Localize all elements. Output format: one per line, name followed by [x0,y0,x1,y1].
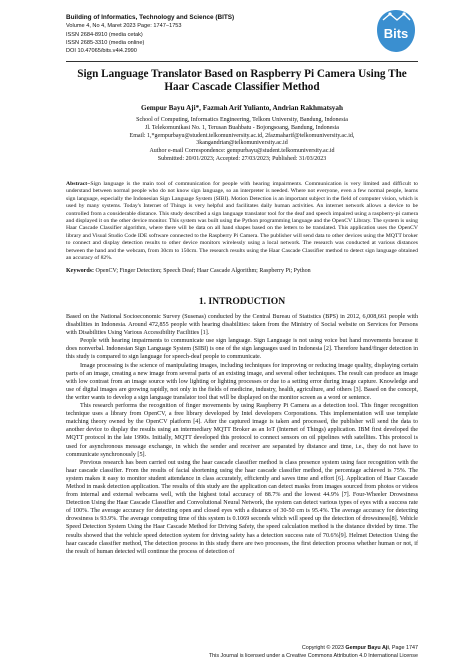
affiliation-school: School of Computing, Informatics Engineering, Telkom University, Bandung, Indonesia [136,117,348,123]
journal-header [66,14,366,55]
page-number: , Page 1747 [388,645,418,651]
abstract [66,181,418,262]
correspondence-email[interactable]: Author e-mail Correspondence: gempurbayu@student.telkomuniversity.ac.id [149,148,335,155]
email-line-1[interactable]: Email: 1,*gempurbayu@student.telkomuniversity.ac.id, 2fazmaharif@telkomuniversity.ac.id, [129,132,355,139]
paper-title: Sign Language Translator Based on Raspberry Pi Camera Using The Haar Cascade Classifier Method [77,68,407,93]
paragraph-2: People with hearing impairments to communicate use sign language. Sign Language is not using voice but hand movements because it does nonverbal. Indonesian Sign Language System (SIBI) is one of the sign languages used in Indonesia [2]. Therefore hand/finger detection in this study is compared to sign language for speech-deaf people to communicate. [66,338,418,361]
keywords-label: Keywords: [66,268,94,274]
affiliation-address: Jl. Telekomunikasi No. 1, Terusan Buahbatu - Bojongsoang, Bandung, Indonesia [145,124,339,131]
body-text [66,313,418,556]
paragraph-4: This research performs the recognition of finger movements by using Raspberry Pi Camera as a detection tool. This finger recognition technique uses a library from OpenCV, a free library developed by Intel developers Corporations. This implementation will use template matching theory owned by the OpenCV platform [4]. After the captured image is taken and processed, the publisher will send the data to another device to display the results using an intermediary MQTT Broker as an IoT (Internet of Things) application. IBM first developed the MQTT protocol in the late 1990s. Initially, MQTT developed this protocol to connect sensors on oil pipelines with satellites. This protocol is used for asynchronous message exchange, in which the sender and receiver are separated by distance and time, i.e., they do not have to communicate synchronously [5]. [66,403,418,458]
doi-link[interactable]: DOI 10.47065/bits.v4i4.2990 [66,48,137,55]
paragraph-1: Based on the National Socioeconomic Survey (Susenas) conducted by the Central Bureau of Statistics (BPS) in 2012, 6,008,661 people with disabilities in Indonesia. Around 472,855 people with hearing disabilities: taken from the Ministry of Social website on Services for Persons with Disabilities Using Various Accessibility Facilities [1]. [66,314,418,337]
submission-dates: Submitted: 20/01/2023; Accepted: 27/03/2023; Published: 31/03/2023 [157,155,327,162]
paragraph-3: Image processing is the science of manipulating images, including techniques for improving or reducing image quality, displaying certain parts of an image, creating a new image from several parts of an existing image, and several other techniques. The result can produce an image with low contrast from an image source with low lighting or lighting processes or due to a setting error during image capture. Knowledge and use of digital images are growing rapidly, not only in the fields of medicine, industry, health, agriculture, and others [3]. Based on the concept, the writer wants to develop a sign language translator tool that will be displayed on the monitor screen as a word or sentence. [66,362,418,401]
keywords-text: OpenCV; Finger Detection; Speech Deaf; Haar Cascade Algorithm; Raspberry Pi; Python [95,268,311,274]
keywords [66,268,418,275]
logo-text: Bits [383,26,409,41]
journal-logo [375,8,417,54]
footer-copyright [58,644,418,652]
license-line[interactable]: This Journal is licensed under a Creative Commons Attribution 4.0 International License [208,653,418,660]
author-list: Gempur Bayu Aji*, Fazmah Arif Yulianto, Andrian Rakhmatsyah [140,104,343,112]
page-footer [58,644,418,660]
issn-print: ISSN 2684-8910 (media cetak) [66,31,143,38]
section-heading: 1. INTRODUCTION [198,296,286,307]
header-divider [66,61,418,62]
volume-line: Volume 4, No 4, Maret 2023 Page: 1747−1753 [66,23,182,30]
paragraph-5: Previous research has been carried out using the haar cascade classifier method is class presence system using face recognition with the haar cascade classifier. From the results of facial shortening using the haar cascade classifier method, the percentage achieved is 75%. The system makes it easy to monitor student attendance in class accurately, efficiently and saves time and effort [6]. Application of Haar Cascade Method in mask detection application. The results of this study are the application can detect masks from images sourced from photos or videos from internal and external webcams well, with the highest total accuracy of 88.7% and the lowest 44.9% [7]. Four-Wheeler Drowsiness Detection Using the Haar Cascade Classifier and Convolutional Neural Network, the system can detect various types of eyes with a success rate of 100%. The average accuracy for detecting open and closed eyes with a distance of 30-50 cm is 95.4%. The average accuracy for detecting drowsiness is 93.9%. The average computing time of this system is 0.1069 seconds which will speed up the detection of drowsiness[8]. Vehicle Speed Detection System Using the Haar Cascade Method for Driving Safety, the speed calculation method is the distance divided by time. The results showed that the vehicle speed detection system for driving safety has a detection success rate of 70.6%[9]. Helmet Detection Using the haar cascade classifier method, The detection process in this study there are two processes, the first detection process whether human or not, if the result of human detected will continue the process of detection of [66,459,418,555]
footer-author: Gempur Bayu Aji [345,645,389,651]
copyright-prefix: Copyright © 2023 [301,645,344,651]
journal-title: Building of Informatics, Technology and Science (BITS) [66,14,235,21]
affiliation-block [66,117,418,164]
issn-online: ISSN 2685-3310 (media online) [66,39,145,46]
email-line-2[interactable]: 3kangandrian@telkomuniversity.ac.id [196,140,288,147]
abstract-label: Abstract− [66,181,91,187]
abstract-text: Sign language is the main tool of communication for people with hearing impairments. Communication is very limited and difficult to understand between normal people who do not know sign language, so an interpreter is needed. Where not everyone, even a few normal people, learns sign language, especially the Indonesian Sign Language System (SIBI). Motion Detection is an important subject in the field of computer vision, which is used by many systems. Today's Internet of Things is very helpful and facilitates daily human activities. An internet network allows a device to be controlled from a considerable distance. This study described a sign language translator tool for the deaf and speech impaired using a raspberry-pi camera and displayed it on the other device monitor. This system was built using the Python programming language and the OpenCV Library. The system is using Haar Cascade Classifier algorithm, where there will be data on all hand shapes based on the letters to be translated. This application uses the OpenCV library and Visual Studio Code IDE software connected to the Raspberry Pi Camera. The publisher will send data to other devices using the MQTT broker to connect and display detection results to other device monitors wirelessly using a local network. The research was conducted at various distances between the hand and the webcam, from 30cm to 150cm. The research results using the Haar Cascade Classifier method to detect sign language obtained an accuracy of 82%. [66,181,418,262]
